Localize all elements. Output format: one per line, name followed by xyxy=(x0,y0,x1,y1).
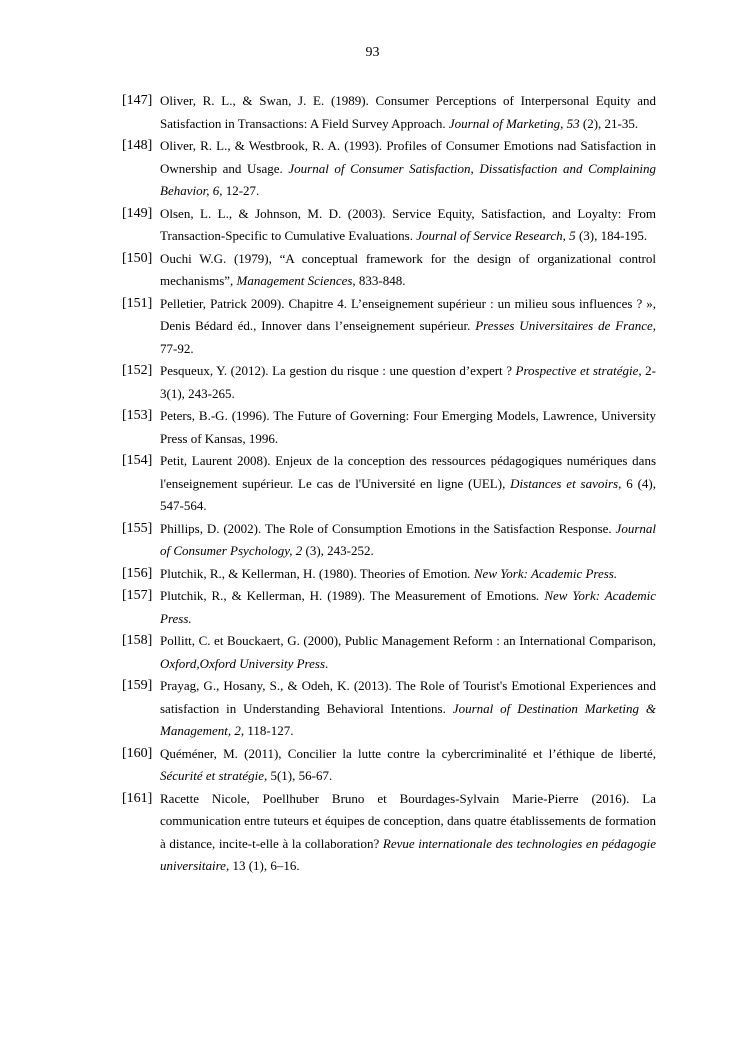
reference-source-italic: Journal of Service Research, 5 xyxy=(416,228,576,243)
reference-text-segment: Ouchi W.G. (1979), “A conceptual framework for the design of organizational control mechanisms”, xyxy=(160,250,656,288)
reference-entry xyxy=(122,293,656,361)
reference-text-segment: Plutchik, R., & Kellerman, H. (1980). Theories of Emotion xyxy=(160,565,468,581)
reference-text xyxy=(160,360,656,405)
reference-text-segment: , 6 (4), 547-564. xyxy=(160,475,656,513)
reference-text-segment: , 833-848. xyxy=(352,273,406,288)
reference-text xyxy=(160,293,656,361)
reference-text-segment: Olsen, L. L., & Johnson, M. D. (2003). Service Equity, Satisfaction, and Loyalty: From Transaction-Specific to Cumulative Evaluations. xyxy=(160,205,656,243)
reference-text-segment: , 5(1), 56-67. xyxy=(263,768,333,783)
reference-text-segment: Petit, Laurent 2008). Enjeux de la conception des ressources pédagogiques numériques dans l'enseignement supérieur. Le cas de l'Université en ligne (UEL), xyxy=(160,453,656,491)
reference-number: [158] xyxy=(122,633,153,648)
reference-number: [148] xyxy=(122,138,153,153)
reference-source-italic: Journal of Destination Marketing & Management, 2 xyxy=(160,700,657,738)
reference-number: [159] xyxy=(122,678,153,693)
reference-number: [152] xyxy=(122,363,153,378)
reference-text xyxy=(160,90,656,135)
reference-entry xyxy=(122,203,656,248)
reference-entry xyxy=(122,248,656,293)
reference-text-segment: , 118-127. xyxy=(240,723,294,738)
reference-entry xyxy=(122,450,656,518)
reference-source-italic: . New York: Academic Press. xyxy=(467,565,618,581)
reference-entry xyxy=(122,788,656,878)
reference-source-italic: Distances et savoirs xyxy=(510,475,619,491)
reference-number: [161] xyxy=(122,790,153,806)
reference-text xyxy=(160,630,656,675)
reference-text xyxy=(160,563,656,586)
reference-source-italic: Revue internationale des technologies en pédagogie universitaire, xyxy=(160,835,656,873)
reference-text xyxy=(160,405,656,450)
reference-text xyxy=(160,788,656,878)
reference-text-segment: Peters, B.-G. (1996). The Future of Governing: Four Emerging Models, Lawrence, University Press of Kansas, 1996. xyxy=(160,408,656,446)
reference-source-italic: Journal of Consumer Satisfaction, Dissatisfaction and Complaining Behavior, 6 xyxy=(160,160,656,198)
reference-text-segment: Pollitt, C. et Bouckaert, G. (2000), Public Management Reform : an International Comparison, xyxy=(160,633,656,648)
reference-text-segment: , 2-3(1), 243-265. xyxy=(160,363,656,401)
reference-text xyxy=(160,248,656,293)
reference-entry xyxy=(122,743,656,788)
reference-text xyxy=(160,675,656,743)
reference-text xyxy=(160,450,656,518)
reference-text-segment: Pelletier, Patrick 2009). Chapitre 4. L’enseignement supérieur : un milieu sous influences ? », Denis Bédard éd., Innover dans l’enseignement supérieur. xyxy=(160,295,656,333)
reference-text-segment: Oliver, R. L., & Westbrook, R. A. (1993). Profiles of Consumer Emotions nad Satisfaction in Ownership and Usage. xyxy=(160,138,656,176)
reference-text-segment: Prayag, G., Hosany, S., & Odeh, K. (2013). The Role of Tourist's Emotional Experiences and satisfaction in Understanding Behavioral Intentions. xyxy=(160,678,656,716)
reference-text-segment: Racette Nicole, Poellhuber Bruno et Bourdages-Sylvain Marie-Pierre (2016). La communication entre tuteurs et équipes de conception, dans quatre établissements de formation à distance, incite-t-elle à la collaboration? xyxy=(160,790,656,851)
reference-text-segment: (3), 184-195. xyxy=(575,228,648,243)
reference-source-italic: . New York: Academic Press. xyxy=(160,588,656,626)
reference-text xyxy=(160,743,656,788)
reference-source-italic: Management Sciences xyxy=(236,273,353,288)
reference-entry xyxy=(122,585,656,630)
reference-text xyxy=(160,518,656,563)
reference-source-italic: Presses Universitaires de France xyxy=(475,318,653,333)
reference-text-segment: (2), 21-35. xyxy=(579,115,639,131)
reference-number: [157] xyxy=(122,588,153,603)
reference-number: [151] xyxy=(122,295,153,311)
reference-entry xyxy=(122,518,656,563)
reference-text xyxy=(160,585,656,630)
reference-text-segment: Phillips, D. (2002). The Role of Consumption Emotions in the Satisfaction Response. xyxy=(160,520,616,536)
reference-text-segment: , 12-27. xyxy=(219,183,260,198)
reference-number: [160] xyxy=(122,745,153,761)
reference-list xyxy=(122,90,656,878)
reference-entry xyxy=(122,563,656,586)
reference-entry xyxy=(122,135,656,203)
reference-text xyxy=(160,203,656,248)
reference-source-italic: Journal of Consumer Psychology, 2 xyxy=(160,520,656,558)
reference-text-segment: . xyxy=(325,655,329,671)
reference-entry xyxy=(122,360,656,405)
reference-text-segment: 13 (1), 6–16. xyxy=(229,858,300,873)
reference-entry xyxy=(122,630,656,675)
reference-source-italic: Oxford,Oxford University Press xyxy=(160,655,326,671)
reference-number: [149] xyxy=(122,205,153,221)
reference-text-segment: Quéméner, M. (2011), Concilier la lutte contre la cybercriminalité et l’éthique de liberté, xyxy=(160,745,656,761)
reference-text-segment: Oliver, R. L., & Swan, J. E. (1989). Consumer Perceptions of Interpersonal Equity and Satisfaction in Transactions: A Field Survey Approach. xyxy=(160,93,656,131)
reference-number: [156] xyxy=(122,565,153,581)
reference-source-italic: Sécurité et stratégie xyxy=(160,768,264,783)
reference-entry xyxy=(122,90,656,135)
reference-source-italic: Journal of Marketing, 53 xyxy=(448,115,580,131)
page-number: 93 xyxy=(365,45,380,60)
reference-text-segment: Plutchik, R., & Kellerman, H. (1989). The Measurement of Emotions xyxy=(160,588,537,603)
reference-source-italic: Prospective et stratégie xyxy=(515,363,639,378)
reference-text xyxy=(160,135,656,203)
reference-number: [153] xyxy=(122,408,153,423)
reference-number: [155] xyxy=(122,520,153,536)
reference-text-segment: Pesqueux, Y. (2012). La gestion du risque : une question d’expert ? xyxy=(160,363,516,378)
reference-entry xyxy=(122,675,656,743)
reference-number: [150] xyxy=(122,250,153,266)
reference-text-segment: (3), 243-252. xyxy=(302,543,374,558)
reference-number: [147] xyxy=(122,93,153,108)
reference-number: [154] xyxy=(122,453,153,468)
reference-text-segment: , 77-92. xyxy=(160,318,656,356)
reference-entry xyxy=(122,405,656,450)
